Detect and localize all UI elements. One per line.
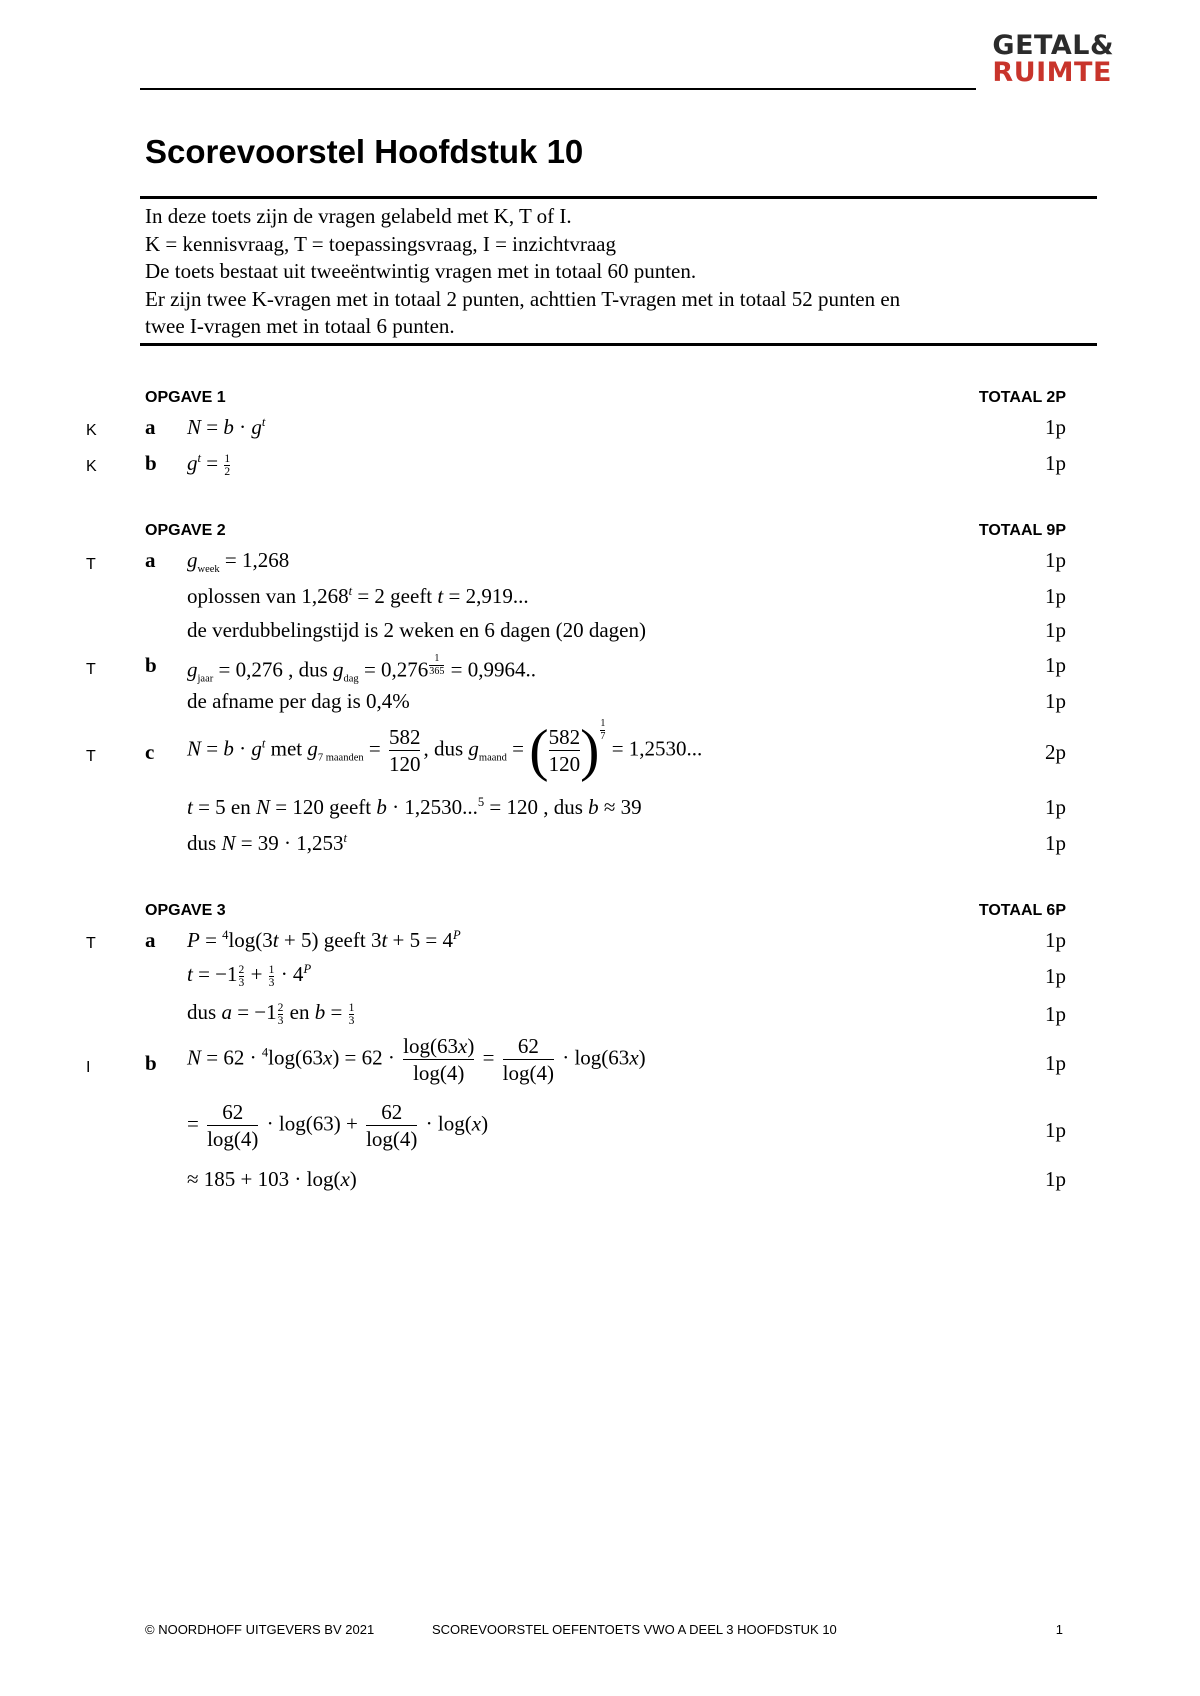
intro-bottom-rule [140, 343, 1097, 346]
question-type: K [86, 458, 97, 475]
points: 1p [1045, 689, 1066, 713]
points: 1p [1045, 548, 1066, 572]
points: 1p [1045, 451, 1066, 475]
question-type: I [86, 1059, 91, 1076]
formula-3b-split: = $\frac{62}{\log(4)}$ · log(63) + $\frac{62}{\log(4)}$ · log(x) [187, 1100, 489, 1151]
formula-2a: $g_{week} = 1,268$ [187, 548, 290, 576]
formula-2c-b: t = 5 en N = 120 geeft b · 1,2530...$^5$ = 120 , dus b ≈ 39 [187, 795, 642, 819]
question-letter: a [145, 928, 156, 952]
formula-2b: $g_{jaar} = 0,276$ , dus $g_{dag} = 0,276$ $^{\frac{1}{365}}$ = 0,9964.. [187, 653, 536, 685]
formula-3a-ab: dus a = −1 $\frac{2}{3}$ en b = $\frac{1}{3}$ [187, 1000, 355, 1027]
points: 1p [1045, 415, 1066, 439]
publisher-logo [992, 32, 1114, 86]
answer-line: de afname per dag is 0,4% [187, 689, 410, 713]
logo-line-2: RUIMTE [992, 57, 1112, 88]
formula-3b-approx: ≈ 185 + 103 · log(x) [187, 1167, 357, 1191]
question-letter: a [145, 548, 156, 572]
formula-3a-t: t = −1 $\frac{2}{3}$ + $\frac{1}{3}$ · $4^P$ [187, 962, 312, 989]
question-letter: b [145, 653, 157, 677]
points: 1p [1045, 1118, 1066, 1142]
points: 1p [1045, 928, 1066, 952]
points: 1p [1045, 795, 1066, 819]
question-letter: b [145, 451, 157, 475]
footer-copyright: © NOORDHOFF UITGEVERS BV 2021 [145, 1622, 375, 1637]
points: 1p [1045, 653, 1066, 677]
intro-line: twee I-vragen met in totaal 6 punten. [145, 314, 455, 338]
question-type: T [86, 556, 96, 573]
points: 1p [1045, 964, 1066, 988]
question-letter: a [145, 415, 156, 439]
header-rule [140, 88, 976, 90]
page-number: 1 [1055, 1622, 1063, 1637]
opgave-2-total: TOTAAL 9P [978, 522, 1066, 539]
answer-line: de verdubbelingstijd is 2 weken en 6 dagen (20 dagen) [187, 618, 646, 642]
opgave-1-total: TOTAAL 2P [978, 389, 1066, 406]
points: 1p [1045, 584, 1066, 608]
question-letter: b [145, 1051, 157, 1075]
points: 1p [1045, 618, 1066, 642]
question-type: T [86, 748, 96, 765]
text: oplossen van [187, 584, 297, 608]
question-type: K [86, 422, 97, 439]
formula-3a: P = $^4$log(3t + 5) geeft $3t + 5 = 4^P$ [187, 928, 461, 952]
opgave-1-heading: OPGAVE 1 [145, 389, 226, 406]
question-letter: c [145, 740, 155, 764]
points: 2p [1045, 740, 1066, 764]
opgave-3-heading: OPGAVE 3 [145, 902, 226, 919]
intro-text [145, 203, 1085, 341]
intro-line: In deze toets zijn de vragen gelabeld met K, T of I. [145, 204, 572, 228]
intro-line: Er zijn twee K-vragen met in totaal 2 punten, achttien T-vragen met in totaal 52 punten en [145, 286, 901, 311]
points: 1p [1045, 1002, 1066, 1026]
points: 1p [1045, 1051, 1066, 1075]
points: 1p [1045, 1167, 1066, 1191]
page-title: Scorevoorstel Hoofdstuk 10 [145, 133, 584, 170]
intro-line: K = kennisvraag, T = toepassingsvraag, I = inzichtvraag [145, 231, 616, 256]
formula-3b: N = 62 · $^4$log(63x) = 62 · $\frac{\log(63x)}{\log(4)}$ = $\frac{62}{\log(4)}$ · log(63x) [187, 1034, 646, 1085]
footer-document: SCOREVOORSTEL OEFENTOETS VWO A DEEL 3 HOOFDSTUK 10 [432, 1622, 837, 1637]
logo-line-1: GETAL& [992, 30, 1114, 61]
opgave-2-heading: OPGAVE 2 [145, 522, 226, 539]
formula-2c: $N = b \cdot g^t$ met $g_{7 maanden}$ = $\frac{582}{120}$ , dus $g_{maand}$ = ( $\frac{582}{120}$ ) $^{\frac{1}{7}}$ = 1,2530... [187, 717, 703, 783]
intro-top-rule [140, 196, 1097, 199]
formula-1b: $g^t$ = $\frac{1}{2}$ [187, 451, 231, 478]
text: dus [187, 1000, 217, 1024]
intro-line: De toets bestaat uit tweeëntwintig vragen met in totaal 60 punten. [145, 259, 697, 283]
opgave-3-total: TOTAAL 6P [978, 902, 1066, 919]
formula-1a: $N = b \cdot g^t$ [187, 415, 266, 439]
formula-2c-final: dus $N = 39 \cdot 1,253^t$ [187, 831, 348, 855]
points: 1p [1045, 831, 1066, 855]
question-type: T [86, 661, 96, 678]
formula-2a-solve: oplossen van $1,268^t = 2$ geeft t = 2,919... [187, 584, 529, 608]
question-type: T [86, 935, 96, 952]
